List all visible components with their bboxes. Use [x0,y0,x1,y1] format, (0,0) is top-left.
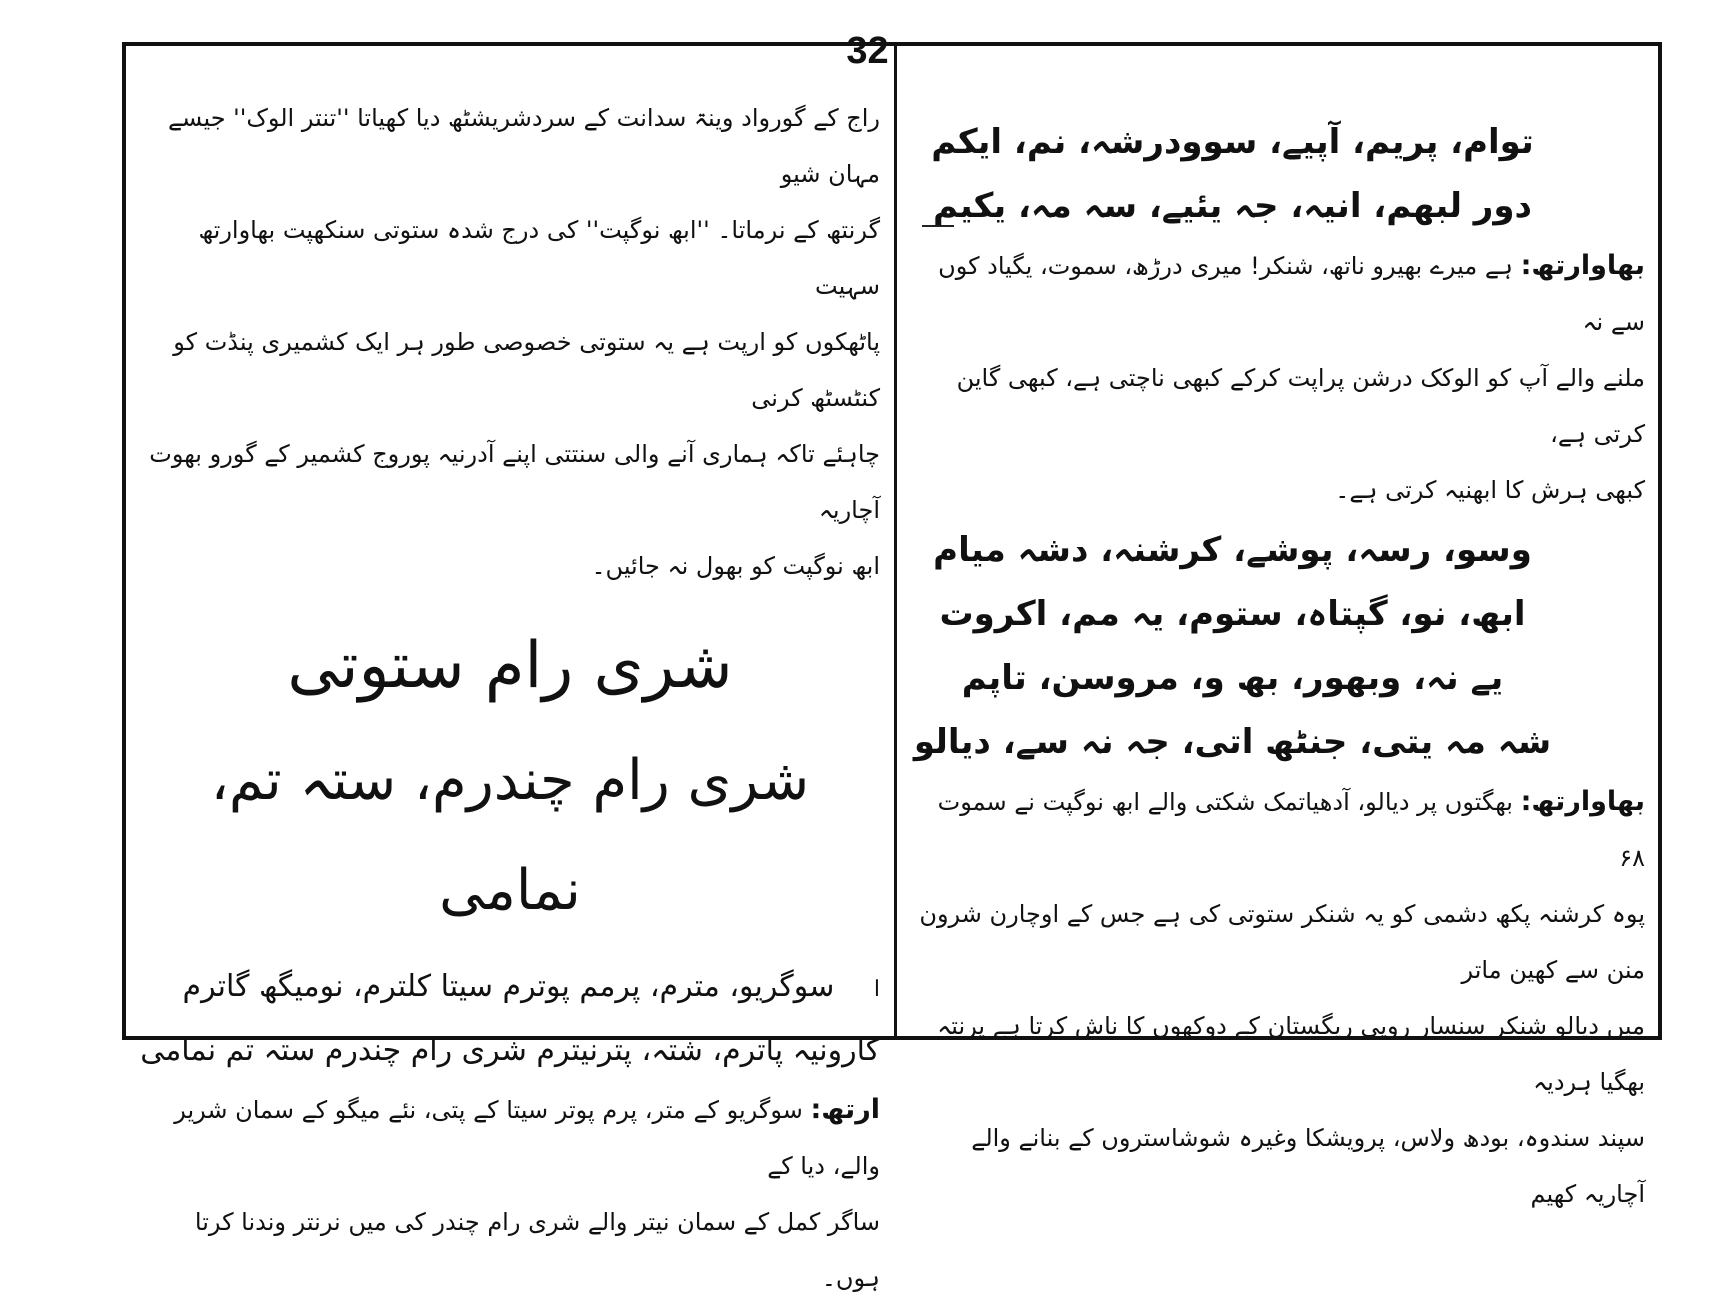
stanza [140,956,880,1082]
stanza-text: سوگریو، مترم، پرمم پوترم سیتا کلترم، نومیگھ گاترم [182,969,835,1004]
intro-paragraph [140,90,880,594]
intro-line: گرنتھ کے نرماتا۔ ''ابھ نوگپت'' کی درج شدہ ستوتی سنکھپت بھاوارتھ سہیت [198,216,880,300]
intro-line: ابھ نوگپت کو بھول نہ جائیں۔ [591,552,880,580]
meaning-label: بھاوارتھ: [1520,786,1645,817]
verse-line: توام، پریم، آپیے، سوودرشہ، نم، ایکم [931,122,1534,162]
meaning-line [140,1082,880,1194]
verse-line: شہ مہ یتی، جنٹھ اتی، جہ نہ سے، دیالو [913,722,1552,762]
verse-2 [910,518,1645,774]
meaning-text: سوگریو کے متر، پرم پوتر سیتا کے پتی، نئے میگو کے سمان شریر والے، دیا کے [174,1096,880,1180]
stanza-number: ا [873,976,880,1001]
meaning-text: ہے میرے بھیرو ناتھ، شنکر! میری درڑھ، سموت، یگیاد کوں سے نہ [938,252,1645,336]
meaning-2-paragraph [910,774,1645,1222]
section-subtitle: شری رام چندرم، ستہ تم، نمامی [210,748,810,923]
verse-line: یے نہ، وبھور، بھ و، مروسن، تاپم [961,658,1504,698]
intro-line: چاہئے تاکہ ہماری آنے والی سنتتی اپنے آدرنیہ پوروج کشمیر کے گورو بھوت آچاریہ [149,440,880,524]
meaning-line: پوہ کرشنہ پکھ دشمی کو یہ شنکر ستوتی کی ہے جس کے اوچارن شرون منن سے کھین ماتر [919,900,1645,984]
meaning-label: بھاوارتھ: [1520,250,1645,281]
meaning-label: ارتھ: [810,1094,880,1125]
column-divider [894,42,897,1040]
stanza-line: کارونیہ پاترم، شتہ، پترنیترم شری رام چندرم ستہ تم نمامی [140,1033,880,1068]
intro-line: راج کے گورواد وینۃ سدانت کے سردشریشٹھ دیا کھیاتا ''تنتر الوک'' جیسے مہان شیو [167,104,880,188]
meaning-line: ساگر کمل کے سمان نیتر والے شری رام چندر کی میں نرنتر وندنا کرتا ہوں۔ [194,1208,880,1292]
verse-line: ابھ، نو، گپتاہ، ستوم، یہ مم، اکروت [939,594,1526,634]
section-title: شری رام ستوتی [287,629,733,703]
verse-line: دور لبھم، انیہ، جہ یئیے، سہ مہ، یکیم [933,186,1532,226]
meaning-paragraph [140,1082,880,1306]
meaning-line [910,238,1645,350]
meaning-line: کبھی ہرش کا ابھنیہ کرتی ہے۔ [1335,476,1645,504]
stanza-line [140,956,880,1020]
page-number: 32 [846,30,889,72]
meaning-text: بھگتوں پر دیالو، آدھیاتمک شکتی والے ابھ نوگپت نے سموت ۶۸ [937,788,1645,872]
verse-line: وسو، رسہ، پوشے، کرشنہ، دشہ میام [933,530,1532,570]
meaning-1-paragraph [910,238,1645,518]
left-column [140,90,880,1306]
meaning-line [910,774,1645,886]
verse-1 [910,110,1645,238]
meaning-line: ملنے والے آپ کو الوکک درشن پراپت کرکے کبھی ناچتی ہے، کبھی گاین کرتی ہے، [956,364,1645,448]
right-column [910,90,1645,1222]
meaning-line: میں دیالو شنکر سنسار روپی ریگستان کے دوکھوں کا ناش کرتا ہے پرنتہ بھگیا ہردیہ [937,1012,1645,1096]
intro-line: پاٹھکوں کو ارپت ہے یہ ستوتی خصوصی طور ہر ایک کشمیری پنڈت کو کنٹسٹھ کرنی [173,328,880,412]
meaning-line: سپند سندوہ، بودھ ولاس، پرویشکا وغیرہ شوشاستروں کے بنانے والے آچاریہ کھیم [971,1124,1645,1208]
